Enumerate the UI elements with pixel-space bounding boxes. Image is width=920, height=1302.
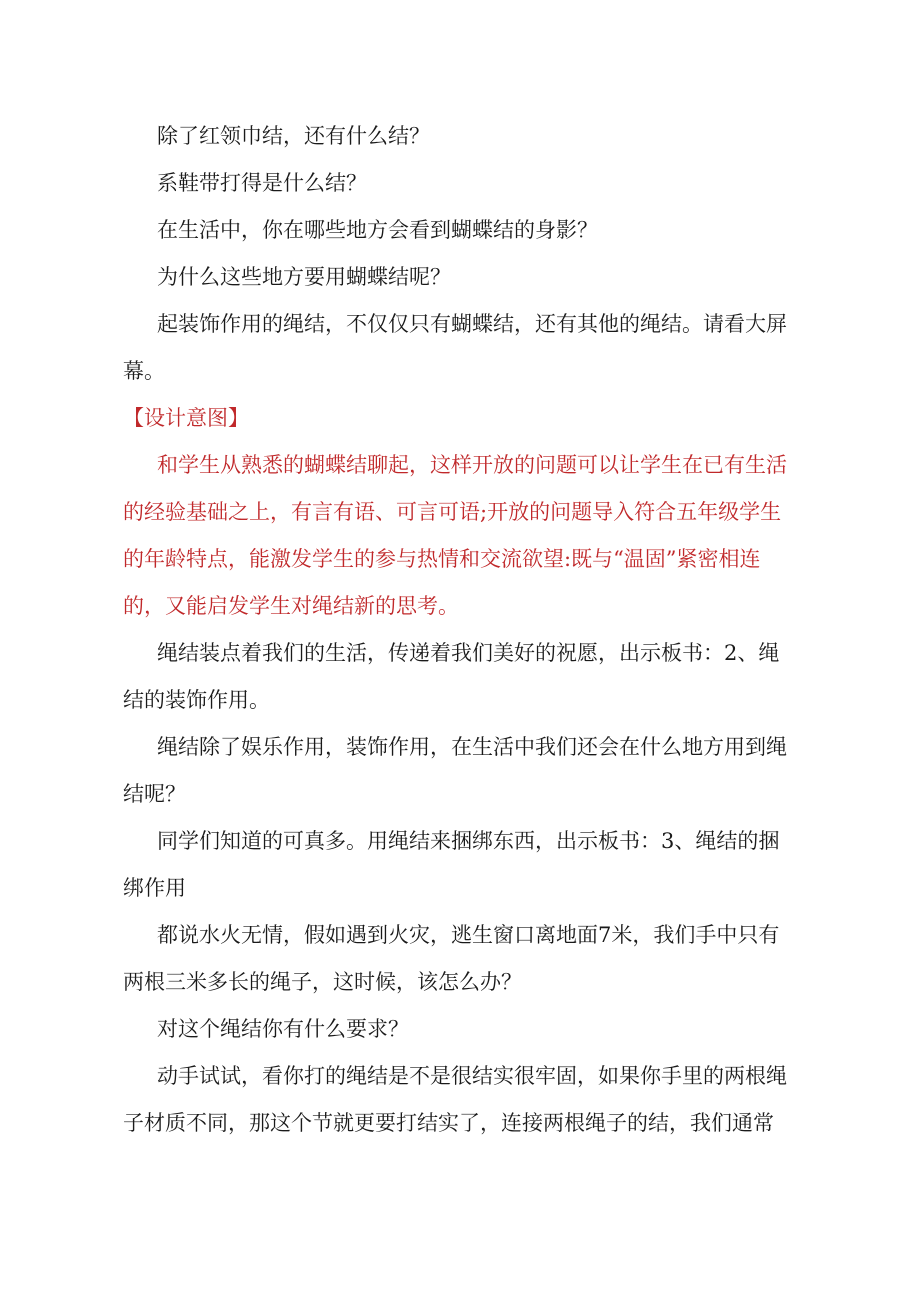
paragraph: 在生活中，你在哪些地方会看到蝴蝶结的身影？ (157, 218, 598, 242)
paragraph: 同学们知道的可真多。用绳结来捆绑东西，出示板书：3、绳结的捆绑作用 (123, 829, 780, 900)
paragraph: 都说水火无情，假如遇到火灾，逃生窗口离地面7米，我们手中只有两根三米多长的绳子，这时候，该怎么办？ (123, 923, 780, 994)
paragraph: 起装饰作用的绳结，不仅仅只有蝴蝶结，还有其他的绳结。请看大屏幕。 (123, 312, 787, 383)
design-intent-paragraph: 和学生从熟悉的蝴蝶结聊起，这样开放的问题可以让学生在已有生活的经验基础之上，有言有语、可言可语;开放的问题导入符合五年级学生的年龄特点，能激发学生的参与热情和交流欲望:既与“温固”紧密相连的，又能启发学生对绳结新的思考。 (123, 453, 787, 618)
paragraph: 对这个绳结你有什么要求？ (157, 1017, 409, 1041)
paragraph: 系鞋带打得是什么结？ (157, 171, 367, 195)
design-intent-heading: 【设计意图】 (123, 406, 249, 430)
paragraph: 绳结装点着我们的生活，传递着我们美好的祝愿，出示板书：2、绳结的装饰作用。 (123, 641, 780, 712)
document-body (123, 113, 800, 1147)
paragraph: 为什么这些地方要用蝴蝶结呢？ (157, 265, 451, 289)
paragraph: 除了红领巾结，还有什么结？ (157, 124, 430, 148)
paragraph: 动手试试，看你打的绳结是不是很结实很牢固，如果你手里的两根绳子材质不同，那这个节就更要打结实了，连接两根绳子的结，我们通常 (123, 1064, 787, 1135)
paragraph: 绳结除了娱乐作用，装饰作用，在生活中我们还会在什么地方用到绳结呢？ (123, 735, 787, 806)
